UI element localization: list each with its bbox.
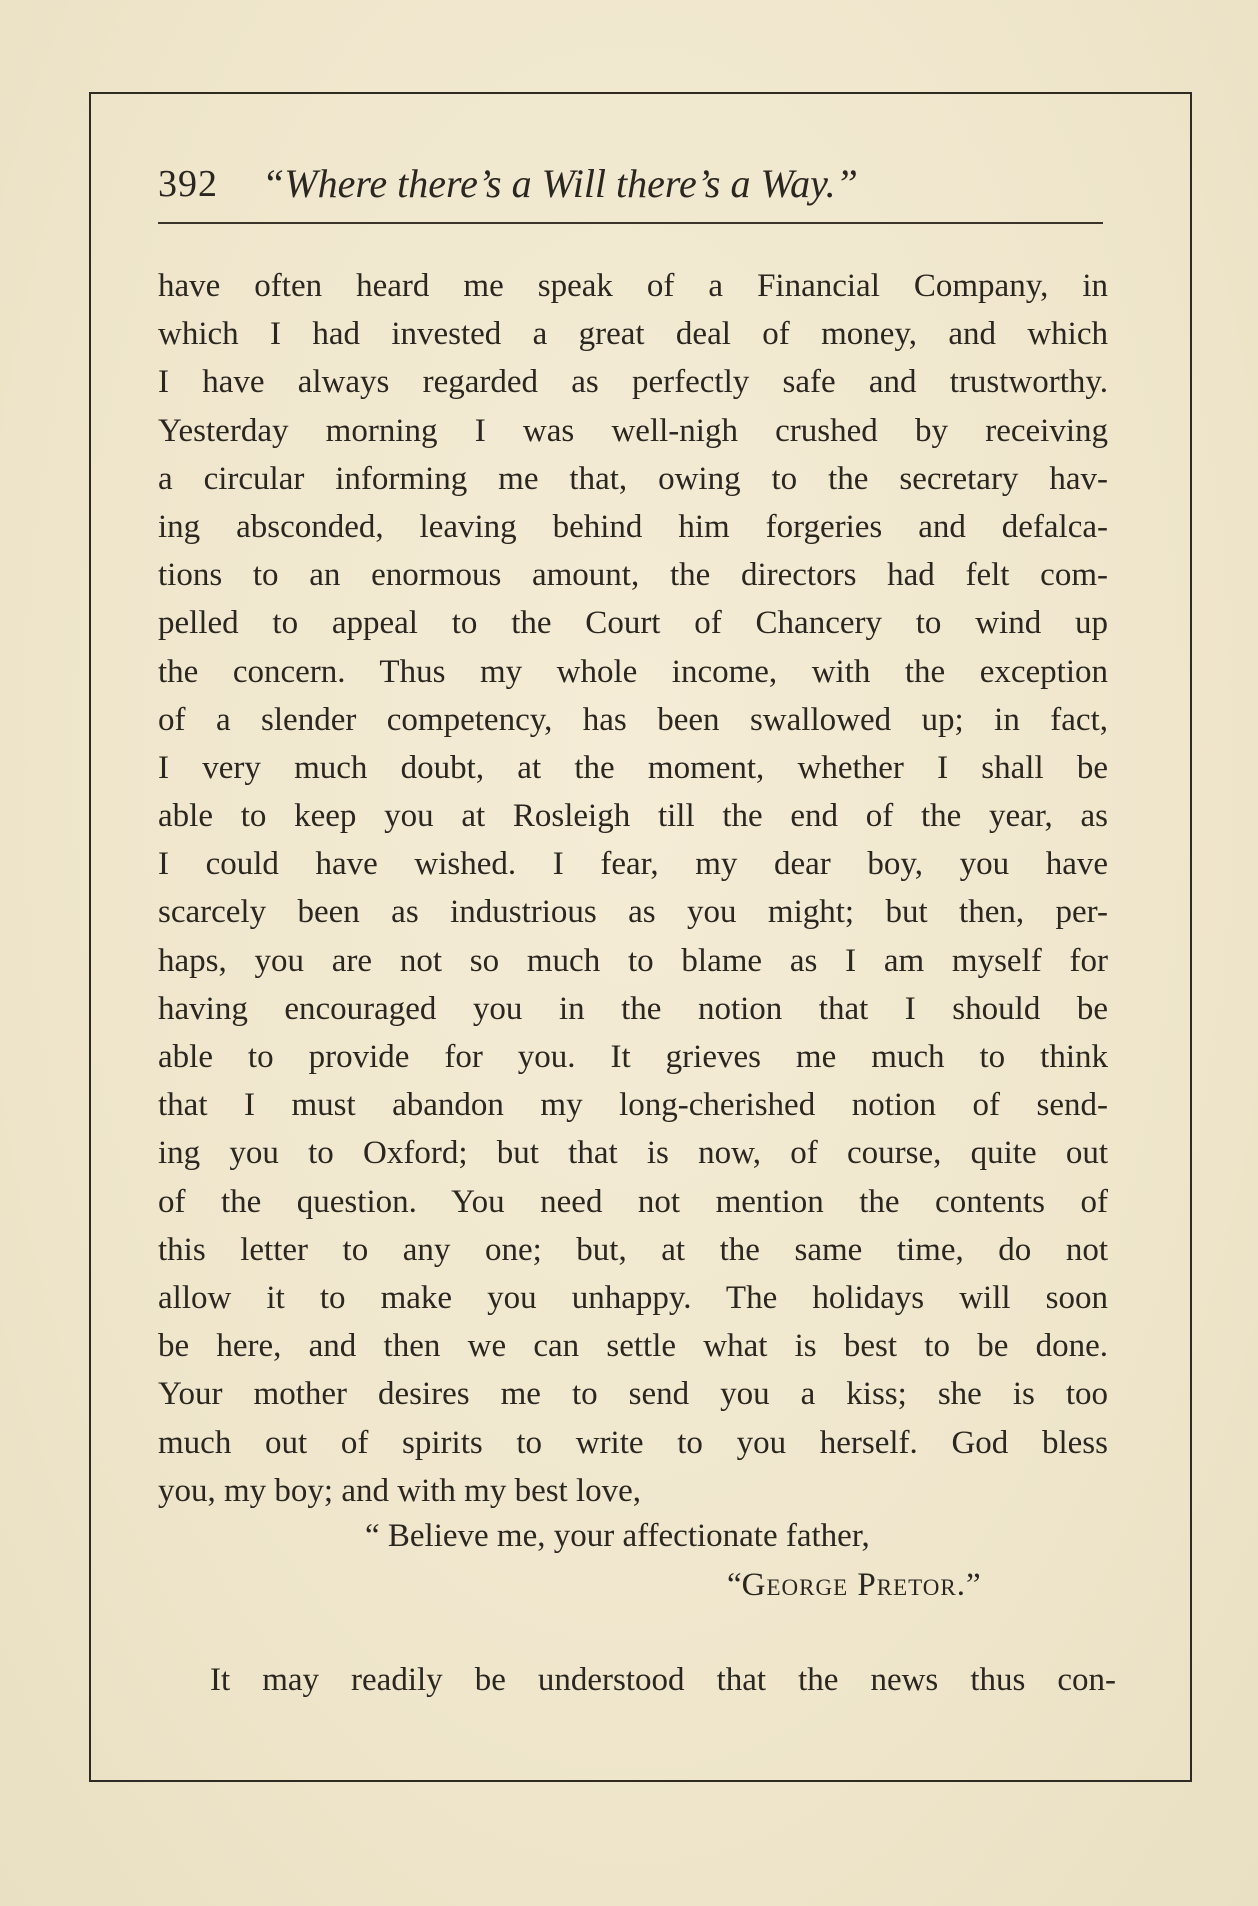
text-line: be here, and then we can settle what is best to be done. <box>158 1328 1108 1365</box>
text-line: ing absconded, leaving behind him forgeries and defalca- <box>158 508 1108 545</box>
page-header <box>158 150 1103 224</box>
text-line: I have always regarded as perfectly safe and trustworthy. <box>158 364 1108 401</box>
text-line: much out of spirits to write to you herself. God bless <box>158 1424 1108 1461</box>
text-line: Yesterday morning I was well-nigh crushed by receiving <box>158 412 1108 449</box>
text-line: scarcely been as industrious as you might; but then, per- <box>158 894 1108 931</box>
signature-open-quote: “ <box>727 1567 742 1603</box>
text-line: I could have wished. I fear, my dear boy, you have <box>158 846 1108 883</box>
text-line: able to provide for you. It grieves me much to think <box>158 1039 1108 1075</box>
text-line: the concern. Thus my whole income, with the exception <box>158 653 1108 690</box>
text-line: I very much doubt, at the moment, whether I shall be <box>158 749 1108 786</box>
text-line: ing you to Oxford; but that is now, of course, quite out <box>158 1135 1108 1172</box>
text-line: able to keep you at Rosleigh till the end of the year, as <box>158 798 1108 835</box>
text-line: Your mother desires me to send you a kiss; she is too <box>158 1376 1108 1413</box>
text-line: haps, you are not so much to blame as I am myself for <box>158 942 1108 979</box>
text-line: of a slender competency, has been swallowed up; in fact, <box>158 701 1108 738</box>
text-line: this letter to any one; but, at the same time, do not <box>158 1231 1108 1268</box>
text-line: tions to an enormous amount, the directors had felt com- <box>158 557 1108 594</box>
text-line: you, my boy; and with my best love, <box>158 1472 642 1509</box>
text-line: have often heard me speak of a Financial Company, in <box>158 268 1108 304</box>
text-line: of the question. You need not mention the contents of <box>158 1183 1108 1220</box>
text-line: pelled to appeal to the Court of Chancery to wind up <box>158 605 1108 642</box>
letter-signature <box>727 1567 981 1604</box>
text-line: that I must abandon my long-cherished notion of send- <box>158 1087 1108 1124</box>
text-line: a circular informing me that, owing to the secretary hav- <box>158 460 1108 497</box>
page-number: 392 <box>158 163 218 205</box>
text-line: allow it to make you unhappy. The holidays will soon <box>158 1279 1108 1316</box>
signature-name: George Pretor. <box>741 1567 966 1603</box>
text-line: having encouraged you in the notion that I should be <box>158 990 1108 1027</box>
letter-signoff: “ Believe me, your affectionate father, <box>365 1518 870 1554</box>
running-title: “Where there’s a Will there’s a Way.” <box>262 161 858 206</box>
signature-close-quote: ” <box>965 1567 981 1603</box>
closing-paragraph-line: It may readily be understood that the news thus con- <box>210 1662 1116 1698</box>
letter-body <box>158 262 1108 1515</box>
text-line: which I had invested a great deal of money, and which <box>158 316 1108 353</box>
